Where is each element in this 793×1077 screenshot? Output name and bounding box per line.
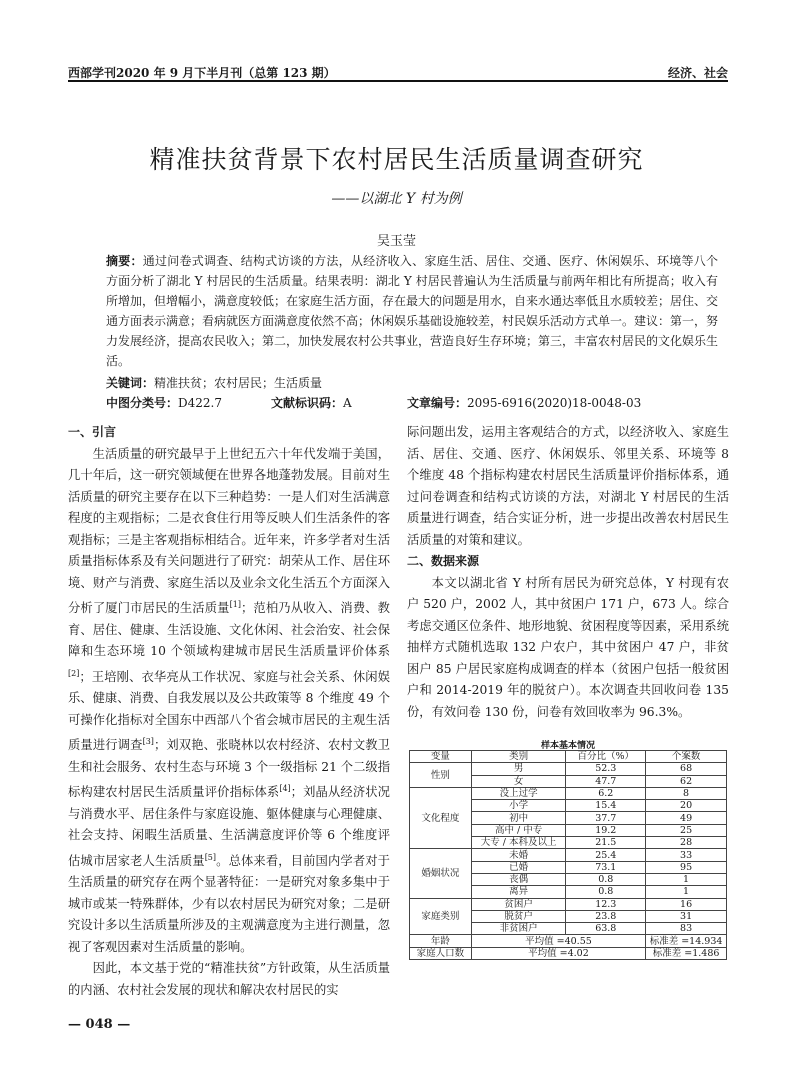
author: 吴玉莹 — [376, 234, 416, 249]
table-row: 初中 37.7 49 — [410, 812, 727, 824]
article-subtitle: ——以湖北 Y 村为例 — [331, 191, 462, 207]
page-number: — 048 — — [68, 1017, 131, 1032]
table-row: 婚姻状况 未婚 25.4 33 — [410, 849, 727, 861]
sample-table — [409, 750, 727, 960]
table-row: 非贫困户 63.8 83 — [410, 923, 727, 935]
table-row: 性别 男 52.3 68 — [410, 763, 727, 775]
article-title: 精准扶贫背景下农村居民生活质量调查研究 — [149, 145, 644, 174]
keywords-text: 精准扶贫；农村居民；生活质量 — [154, 376, 323, 390]
running-header — [68, 62, 728, 82]
abstract — [106, 251, 718, 371]
keywords-label: 关键词： — [106, 376, 155, 390]
data-paragraph: 本文以湖北省 Y 村所有居民为研究总体，Y 村现有农户 520 户，2002 人，其中贫困户 171 户，673 人。综合考虑交通区位条件、地形地貌、贫困程度等因素，采用系统抽样方式随机选取 132 户农户，其中贫困户 47 户，非贫困户 85 户居民家庭构成调查的样本（贫困户包括一般贫困户和 2014-2019 年的脱贫户）。本次调查共回收问卷 135 份，有效问卷 130 份，问卷有效回收率为 96.3%。 — [407, 575, 729, 719]
intro-paragraph-2-continued: 际问题出发，运用主客观结合的方式，以经济收入、家庭生活、居住、交通、医疗、休闲娱乐、邻里关系、环境等 8 个维度 48 个指标构建农村居民生活质量评价指标体系，通过问卷调查和结构式访谈的方法，对湖北 Y 村居民的生活质量进行调查，结合实证分析，进一步提出改善农村居民生活质量的对策和建议。 — [407, 425, 729, 547]
clc-value: D422.7 — [178, 396, 222, 410]
header-rule — [68, 80, 728, 82]
section-heading-intro: 一、引言 — [68, 425, 117, 439]
abstract-label: 摘要： — [106, 254, 143, 268]
table-row: 女 47.7 62 — [410, 775, 727, 787]
table-row: 年龄 平均值 =40.55 标准差 =14.934 — [410, 935, 727, 947]
table-row: 大专 / 本科及以上 21.5 28 — [410, 837, 727, 849]
doc-code-label: 文献标识码： — [271, 396, 344, 410]
left-column — [68, 422, 390, 1001]
table-row: 家庭类别 贫困户 12.3 16 — [410, 898, 727, 910]
table-row: 小学 15.4 20 — [410, 800, 727, 812]
clc-label: 中图分类号： — [106, 396, 179, 410]
article-no-label: 文章编号： — [407, 396, 468, 410]
table-row: 脱贫户 23.8 31 — [410, 910, 727, 922]
keywords — [106, 373, 718, 393]
table-row: 已婚 73.1 95 — [410, 861, 727, 873]
table-row: 丧偶 0.8 1 — [410, 873, 727, 885]
table-row: 家庭人口数 平均值 =4.02 标准差 =1.486 — [410, 947, 727, 959]
table-header-row: 变量 类别 百分比（%） 个案数 — [410, 751, 727, 763]
journal-header: 西部学刊2020 年 9 月下半月刊（总第 123 期） — [68, 66, 336, 80]
abstract-text: 通过问卷式调查、结构式访谈的方法，从经济收入、家庭生活、居住、交通、医疗、休闲娱乐、环境等八个方面分析了湖北 Y 村居民的生活质量。结果表明：湖北 Y 村居民普遍认为生活质量与前两年相比有所提高；收入有所增加，但增幅小，满意度较低；在家庭生活方面，存在最大的问题是用水，自来水通达率低且水质较差；居住、交通方面表示满意；看病就医方面满意度依然不高；休闲娱乐基础设施较差，村民娱乐活动方式单一。建议：第一，努力发展经济，提高农民收入；第二，加快发展农村公共事业，营造良好生存环境；第三，丰富农村居民的文化娱乐生活。 — [106, 254, 719, 368]
table-row: 离异 0.8 1 — [410, 886, 727, 898]
table-caption: 样本基本情况 — [540, 741, 595, 751]
right-column — [407, 422, 729, 723]
doc-code-value: A — [343, 396, 352, 410]
intro-paragraph-1: 生活质量的研究最早于上世纪五六十年代发端于美国，几十年后，这一研究领域便在世界各地蓬勃发展。目前对生活质量的研究主要存在以下三种趋势：一是人们对生活满意程度的主观指标；二是衣食住行用等反映人们生活条件的客观指标；三是主客观指标相结合。近年来，许多学者对生活质量指标体系及有关问题进行了研究：胡荣从工作、居住环境、财产与消费、家庭生活以及业余文化生活五个方面深入分析了厦门市居民的生活质量[1]；范柏乃从收入、消费、教育、居住、健康、生活设施、文化休闲、社会治安、社会保障和生态环境 10 个领域构建城市居民生活质量评价体系[2]；王培刚、衣华亮从工作状况、家庭与社会关系、休闲娱乐、健康、消费、自我发展以及公共政策等 8 个维度 49 个可操作化指标对全国东中西部八个省会城市居民的主观生活质量进行调查[3]；刘双艳、张晓林以农村经济、农村文教卫生和社会服务、农村生态与环境 3 个一级指标 21 个二级指标构建农村居民生活质量评价指标体系[4]；刘晶从经济状况与消费水平、居住条件与家庭设施、躯体健康与心理健康、社会支持、闲暇生活质量、生活满意度评价等 6 个维度评估城市居家老人生活质量[5]。总体来看，目前国内学者对于生活质量的研究存在两个显著特征：一是研究对象多集中于城市或某一特殊群体，少有以农村居民为研究对象；二是研究设计多以生活质量所涉及的主观满意度为主进行测量，忽视了客观因素对生活质量的影响。 — [68, 446, 390, 954]
section-heading-data: 二、数据来源 — [407, 554, 480, 568]
section-header: 经济、社会 — [667, 66, 728, 80]
article-no-value: 2095-6916(2020)18-0048-03 — [467, 396, 642, 410]
table-row: 高中 / 中专 19.2 25 — [410, 824, 727, 836]
intro-paragraph-2: 因此，本文基于党的“精准扶贫”方针政策，从生活质量的内涵、农村社会发展的现状和解决农村居民的实 — [68, 961, 390, 997]
table-row: 文化程度 没上过学 6.2 8 — [410, 787, 727, 799]
